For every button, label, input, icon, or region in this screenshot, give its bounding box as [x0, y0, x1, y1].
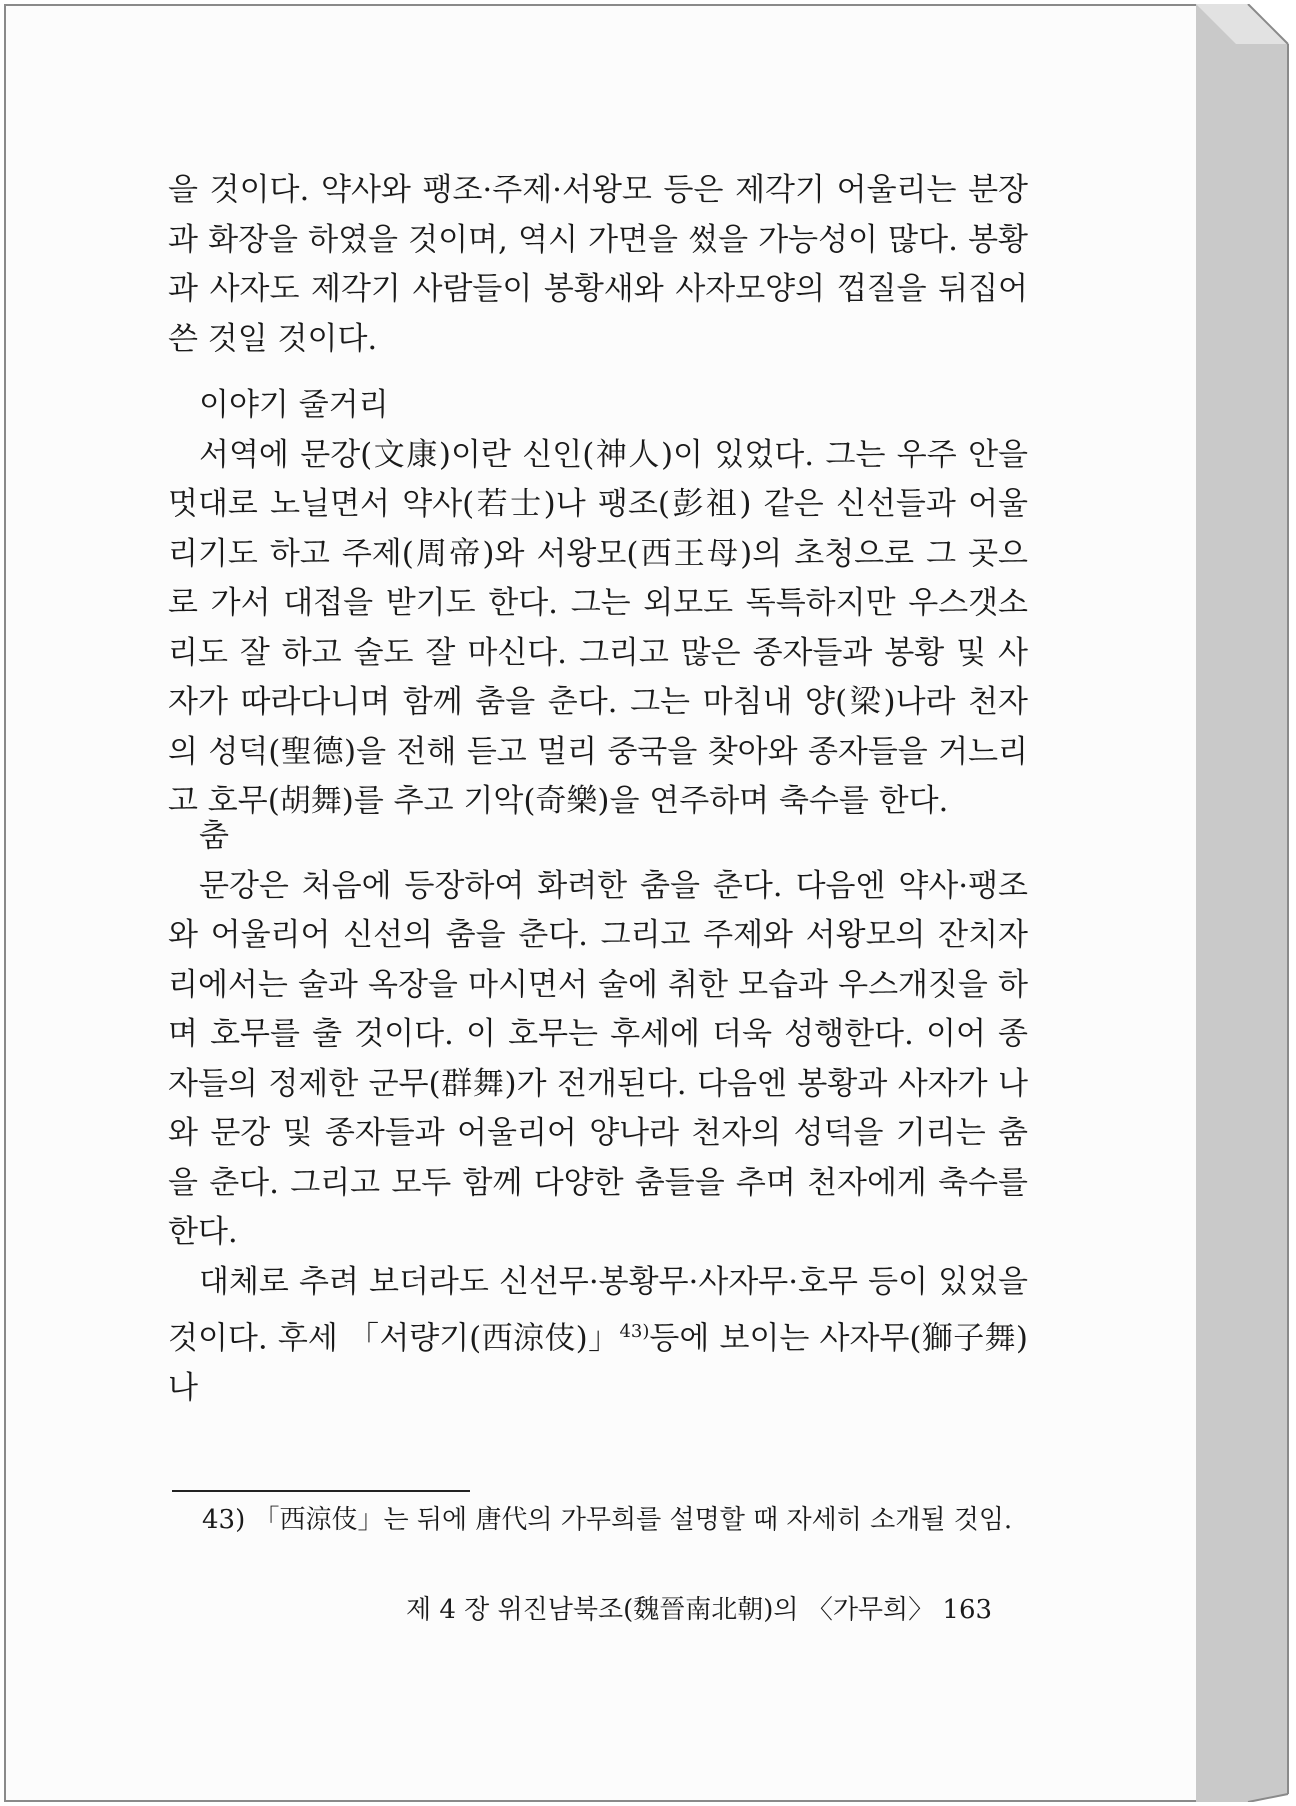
paragraph-dance-1: 문강은 처음에 등장하여 화려한 춤을 춘다. 다음엔 약사·팽조와 어울리어 신선의 춤을 춘다. 그리고 주제와 서왕모의 잔치자리에서는 술과 옥장을 마시면서 술에 취한 모습과 우스개짓을 하며 호무를 출 것이다. 이 호무는 후세에 더욱 성행한다. 이어 종자들의 정제한 군무(群舞)가 전개된다. 다음엔 봉황과 사자가 나와 문강 및 종자들과 어울리어 양나라 천자의 성덕을 기리는 춤을 춘다. 그리고 모두 함께 다양한 춤들을 추며 천자에게 축수를 한다. [168, 867, 1028, 1250]
book-page-stack-edge [1196, 4, 1292, 1802]
book-page [4, 4, 1198, 1802]
section-heading-story: 이야기 줄거리 [199, 387, 389, 423]
body-text-top [168, 166, 1028, 364]
footnote-43: 43) 「西涼伎」는 뒤에 唐代의 가무희를 설명할 때 자세히 소개될 것임. [202, 1505, 1013, 1535]
paragraph-dance-2-text-a: 대체로 추려 보더라도 신선무·봉황무·사자무·호무 등이 있었을 것이다. 후세 「서량기(西涼伎)」 [168, 1263, 1028, 1357]
paragraph-continued: 을 것이다. 약사와 팽조·주제·서왕모 등은 제각기 어울리는 분장과 화장을 하였을 것이며, 역시 가면을 썼을 가능성이 많다. 봉황과 사자도 제각기 사람들이 봉황새와 사자모양의 껍질을 뒤집어쓴 것일 것이다. [168, 172, 1028, 357]
paragraph-dance-2 [168, 1258, 1028, 1414]
section-dance [168, 812, 1028, 1413]
footnote-reference: 43) [619, 1321, 650, 1342]
section-heading-dance: 춤 [199, 818, 229, 854]
paragraph-dance-2-text-b: 등에 보이는 사자무(獅子舞)나 [168, 1320, 1028, 1406]
paragraph-story: 서역에 문강(文康)이란 신인(神人)이 있었다. 그는 우주 안을 멋대로 노닐면서 약사(若士)나 팽조(彭祖) 같은 신선들과 어울리기도 하고 주제(周帝)와 서왕모(西王母)의 초청으로 그 곳으로 가서 대접을 받기도 한다. 그는 외모도 독특하지만 우스갯소리도 잘 하고 술도 잘 마신다. 그리고 많은 종자들과 봉황 및 사자가 따라다니며 함께 춤을 춘다. 그는 마침내 양(梁)나라 천자의 성덕(聖德)을 전해 듣고 멀리 중국을 찾아와 종자들을 거느리고 호무(胡舞)를 추고 기악(奇樂)을 연주하며 축수를 한다. [168, 436, 1028, 819]
section-story [168, 381, 1028, 827]
running-footer: 제 4 장 위진남북조(魏晉南北朝)의 〈가무희〉 163 [406, 1595, 993, 1625]
footnote-divider [172, 1490, 470, 1492]
